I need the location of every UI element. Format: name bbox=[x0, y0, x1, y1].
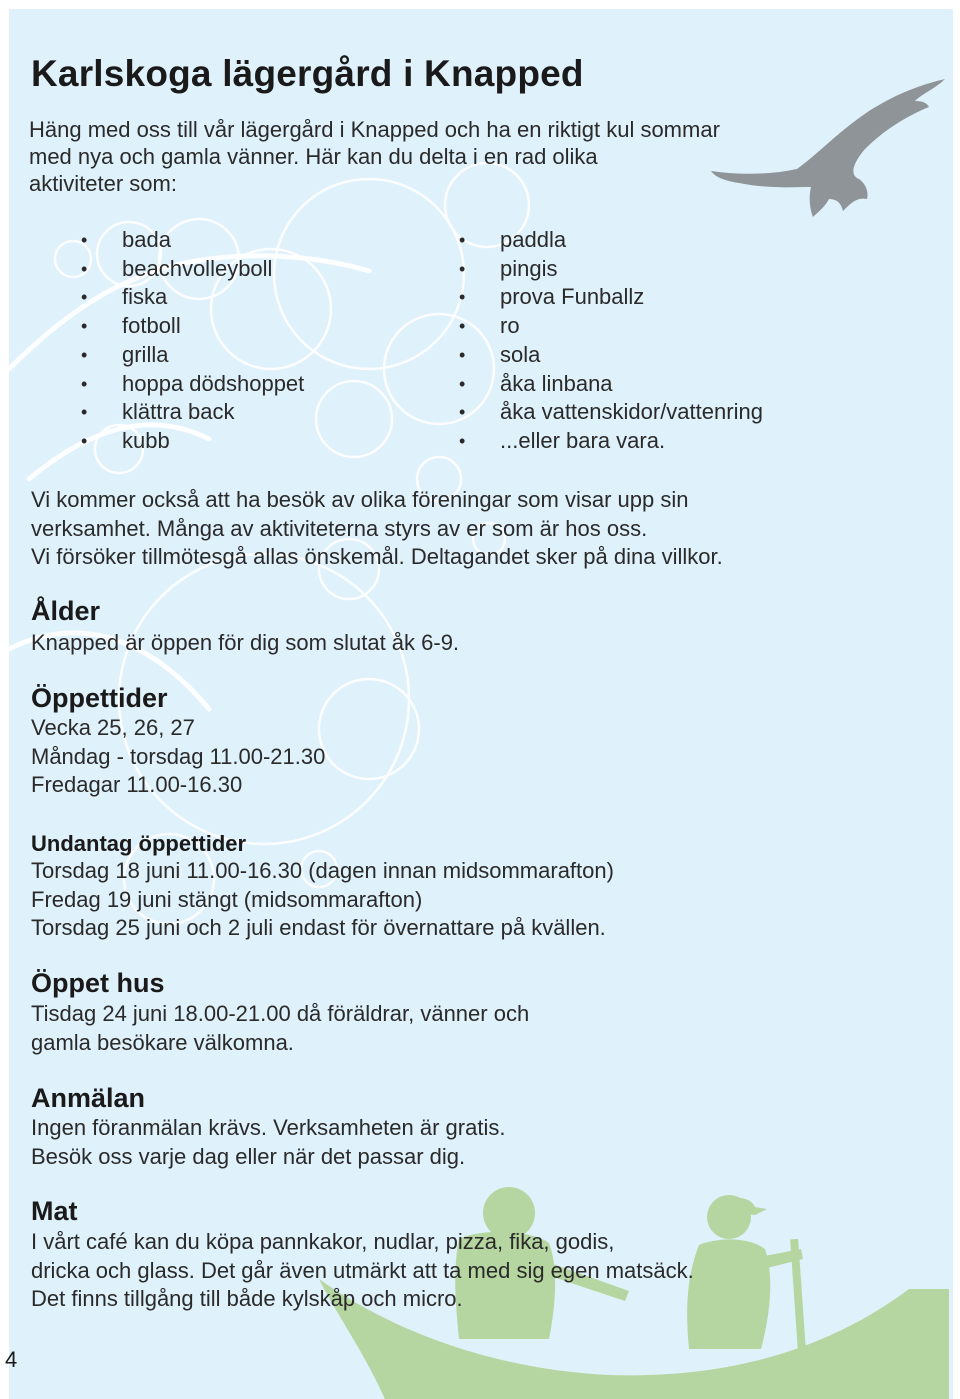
food-line: dricka och glass. Det går även utmärkt att ta med sig egen matsäck. bbox=[31, 1257, 694, 1283]
activity-list-left bbox=[81, 226, 305, 456]
bullet-icon: • bbox=[81, 402, 88, 423]
page-title: Karlskoga lägergård i Knapped bbox=[31, 53, 584, 94]
list-item: • beachvolleyboll bbox=[122, 255, 304, 284]
list-item: • ...eller bara vara. bbox=[500, 427, 763, 456]
list-item: • prova Funballz bbox=[500, 283, 763, 312]
age-text bbox=[31, 629, 931, 658]
visits-text bbox=[31, 486, 931, 572]
exceptions-text bbox=[31, 857, 931, 943]
age-heading: Ålder bbox=[31, 596, 101, 626]
hours-line: Måndag - torsdag 11.00-21.30 bbox=[31, 743, 326, 769]
bullet-icon: • bbox=[459, 258, 466, 279]
intro-text bbox=[29, 116, 799, 197]
bullet-icon: • bbox=[459, 430, 466, 451]
bullet-icon: • bbox=[459, 402, 466, 423]
list-item: • kubb bbox=[122, 427, 304, 456]
bullet-icon: • bbox=[459, 287, 466, 308]
list-item: • hoppa dödshoppet bbox=[122, 370, 304, 399]
bullet-icon: • bbox=[81, 316, 88, 337]
hours-line: Vecka 25, 26, 27 bbox=[31, 715, 195, 740]
exceptions-heading: Undantag öppettider bbox=[31, 831, 247, 856]
list-item: • fotboll bbox=[122, 312, 304, 341]
hours-line: Fredagar 11.00-16.30 bbox=[31, 772, 243, 798]
open-house-text bbox=[31, 1000, 931, 1057]
visits-line: Vi försöker tillmötesgå allas önskemål. Deltagandet sker på dina villkor. bbox=[31, 544, 723, 570]
exceptions-line: Fredag 19 juni stängt (midsommarafton) bbox=[31, 886, 423, 912]
food-line: I vårt café kan du köpa pannkakor, nudlar, pizza, fika, godis, bbox=[31, 1229, 615, 1254]
bullet-icon: • bbox=[459, 373, 466, 394]
hours-heading: Öppettider bbox=[31, 683, 168, 713]
open-house-line: gamla besökare välkomna. bbox=[31, 1029, 294, 1055]
page-number: 4 bbox=[5, 1347, 18, 1372]
visits-line: Vi kommer också att ha besök av olika föreningar som visar upp sin bbox=[31, 487, 689, 512]
bullet-icon: • bbox=[81, 430, 88, 451]
food-heading: Mat bbox=[31, 1196, 78, 1226]
hours-text bbox=[31, 714, 931, 800]
list-item: • pingis bbox=[500, 255, 763, 284]
age-line: Knapped är öppen för dig som slutat åk 6-9. bbox=[31, 630, 460, 655]
registration-line: Besök oss varje dag eller när det passar dig. bbox=[31, 1143, 466, 1169]
bullet-icon: • bbox=[81, 230, 88, 250]
registration-line: Ingen föranmälan krävs. Verksamheten är gratis. bbox=[31, 1115, 506, 1140]
list-item: • fiska bbox=[122, 283, 304, 312]
bullet-icon: • bbox=[459, 316, 466, 337]
open-house-line: Tisdag 24 juni 18.00-21.00 då föräldrar, vänner och bbox=[31, 1001, 530, 1026]
list-item: • åka linbana bbox=[500, 370, 763, 399]
list-item: • bada bbox=[122, 226, 304, 255]
list-item: • sola bbox=[500, 341, 763, 370]
registration-heading: Anmälan bbox=[31, 1083, 146, 1113]
list-item: • åka vattenskidor/vattenring bbox=[500, 398, 763, 427]
list-item: • grilla bbox=[122, 341, 304, 370]
bullet-icon: • bbox=[459, 230, 466, 250]
bullet-icon: • bbox=[81, 258, 88, 279]
page-content bbox=[9, 9, 953, 1399]
bullet-icon: • bbox=[459, 344, 466, 365]
intro-line: aktiviteter som: bbox=[29, 171, 177, 196]
intro-line: med nya och gamla vänner. Här kan du delta i en rad olika bbox=[29, 144, 598, 169]
bullet-icon: • bbox=[81, 287, 88, 308]
activity-list-right bbox=[459, 226, 763, 456]
food-text bbox=[31, 1228, 931, 1314]
exceptions-line: Torsdag 25 juni och 2 juli endast för övernattare på kvällen. bbox=[31, 915, 606, 941]
list-item: • klättra back bbox=[122, 398, 304, 427]
visits-line: verksamhet. Många av aktiviteterna styrs av er som är hos oss. bbox=[31, 515, 648, 541]
bullet-icon: • bbox=[81, 344, 88, 365]
intro-line: Häng med oss till vår lägergård i Knapped och ha en riktigt kul sommar bbox=[29, 117, 720, 142]
registration-text bbox=[31, 1114, 931, 1171]
list-item: • paddla bbox=[500, 226, 763, 255]
bullet-icon: • bbox=[81, 373, 88, 394]
page-panel bbox=[9, 9, 953, 1399]
exceptions-line: Torsdag 18 juni 11.00-16.30 (dagen innan midsommarafton) bbox=[31, 858, 614, 883]
open-house-heading: Öppet hus bbox=[31, 968, 165, 998]
list-item: • ro bbox=[500, 312, 763, 341]
food-line: Det finns tillgång till både kylskåp och micro. bbox=[31, 1286, 463, 1312]
